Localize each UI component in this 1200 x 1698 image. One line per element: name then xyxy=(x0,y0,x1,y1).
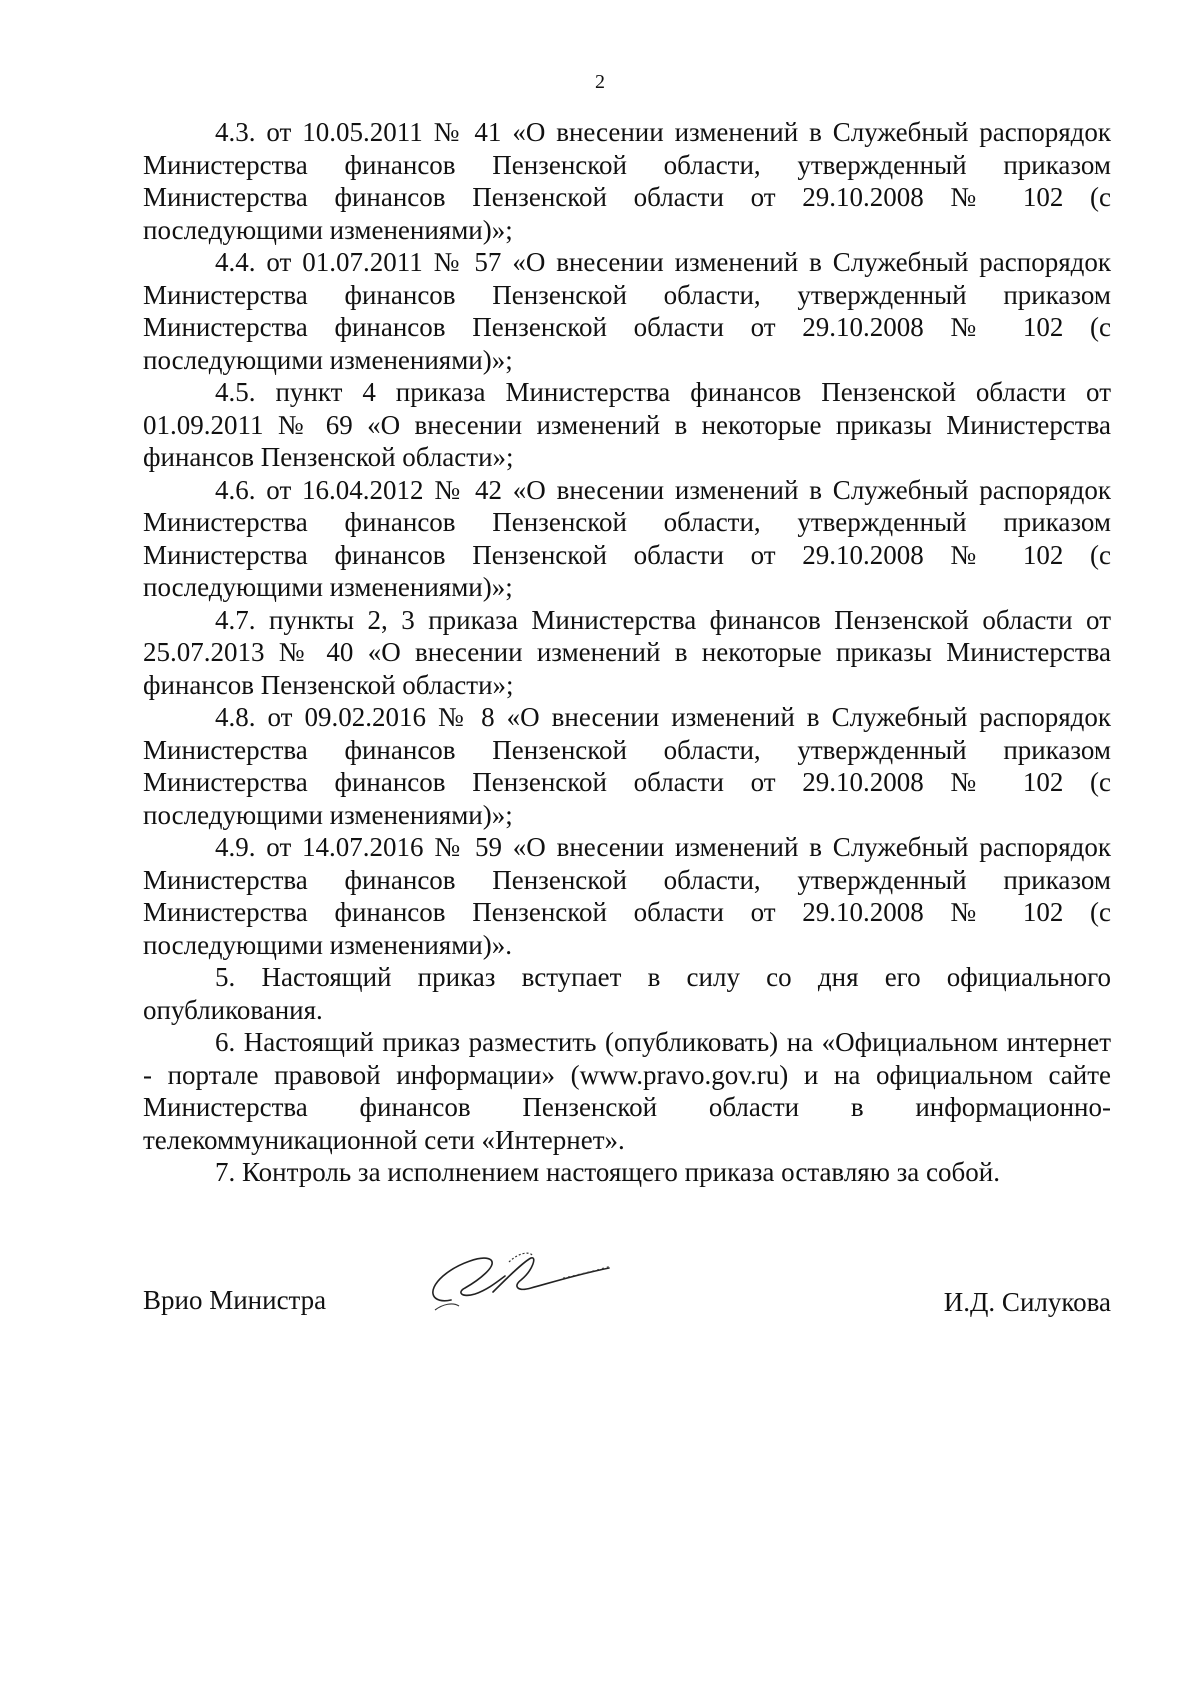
signatory-name: И.Д. Силукова xyxy=(943,1287,1111,1317)
signatory-title: Врио Министра xyxy=(143,1285,327,1315)
paragraph-4-6: 4.6. от 16.04.2012 № 42 «О внесении изменений в Служебный распорядок Министерства финансов Пензенской области, утвержденный приказом Министерства финансов Пензенской области от 29.10.2008 № 102 (с последующими изменениями)»; xyxy=(143,474,1111,602)
paragraph-7: 7. Контроль за исполнением настоящего приказа оставляю за собой. xyxy=(215,1157,1000,1187)
paragraph-5: 5. Настоящий приказ вступает в силу со дня его официального опубликования. xyxy=(143,962,1111,1025)
paragraph-4-9: 4.9. от 14.07.2016 № 59 «О внесении изменений в Служебный распорядок Министерства финансов Пензенской области, утвержденный приказом Министерства финансов Пензенской области от 29.10.2008 № 102 (с последующими изменениями)». xyxy=(143,832,1111,960)
paragraph-6: 6. Настоящий приказ разместить (опубликовать) на «Официальном интернет - портале правовой информации» (www.pravo.gov.ru) и на официальном сайте Министерства финансов Пензенской области в информационно-телекоммуникационной сети «Интернет». xyxy=(143,1027,1111,1155)
handwritten-signature xyxy=(413,1240,613,1320)
paragraph-4-8: 4.8. от 09.02.2016 № 8 «О внесении изменений в Служебный распорядок Министерства финансов Пензенской области, утвержденный приказом Министерства финансов Пензенской области от 29.10.2008 № 102 (с последующими изменениями)»; xyxy=(143,702,1111,830)
paragraph-4-5: 4.5. пункт 4 приказа Министерства финансов Пензенской области от 01.09.2011 № 69 «О внесении изменений в некоторые приказы Министерства финансов Пензенской области»; xyxy=(143,377,1111,472)
page-number: 2 xyxy=(595,71,605,93)
paragraph-4-4: 4.4. от 01.07.2011 № 57 «О внесении изменений в Служебный распорядок Министерства финансов Пензенской области, утвержденный приказом Министерства финансов Пензенской области от 29.10.2008 № 102 (с последующими изменениями)»; xyxy=(143,247,1111,375)
signature-block xyxy=(143,1240,1111,1330)
paragraph-4-7: 4.7. пункты 2, 3 приказа Министерства финансов Пензенской области от 25.07.2013 № 40 «О внесении изменений в некоторые приказы Министерства финансов Пензенской области»; xyxy=(143,604,1111,700)
document-body xyxy=(143,116,1111,1189)
paragraph-4-3: 4.3. от 10.05.2011 № 41 «О внесении изменений в Служебный распорядок Министерства финансов Пензенской области, утвержденный приказом Министерства финансов Пензенской области от 29.10.2008 № 102 (с последующими изменениями)»; xyxy=(143,117,1111,245)
